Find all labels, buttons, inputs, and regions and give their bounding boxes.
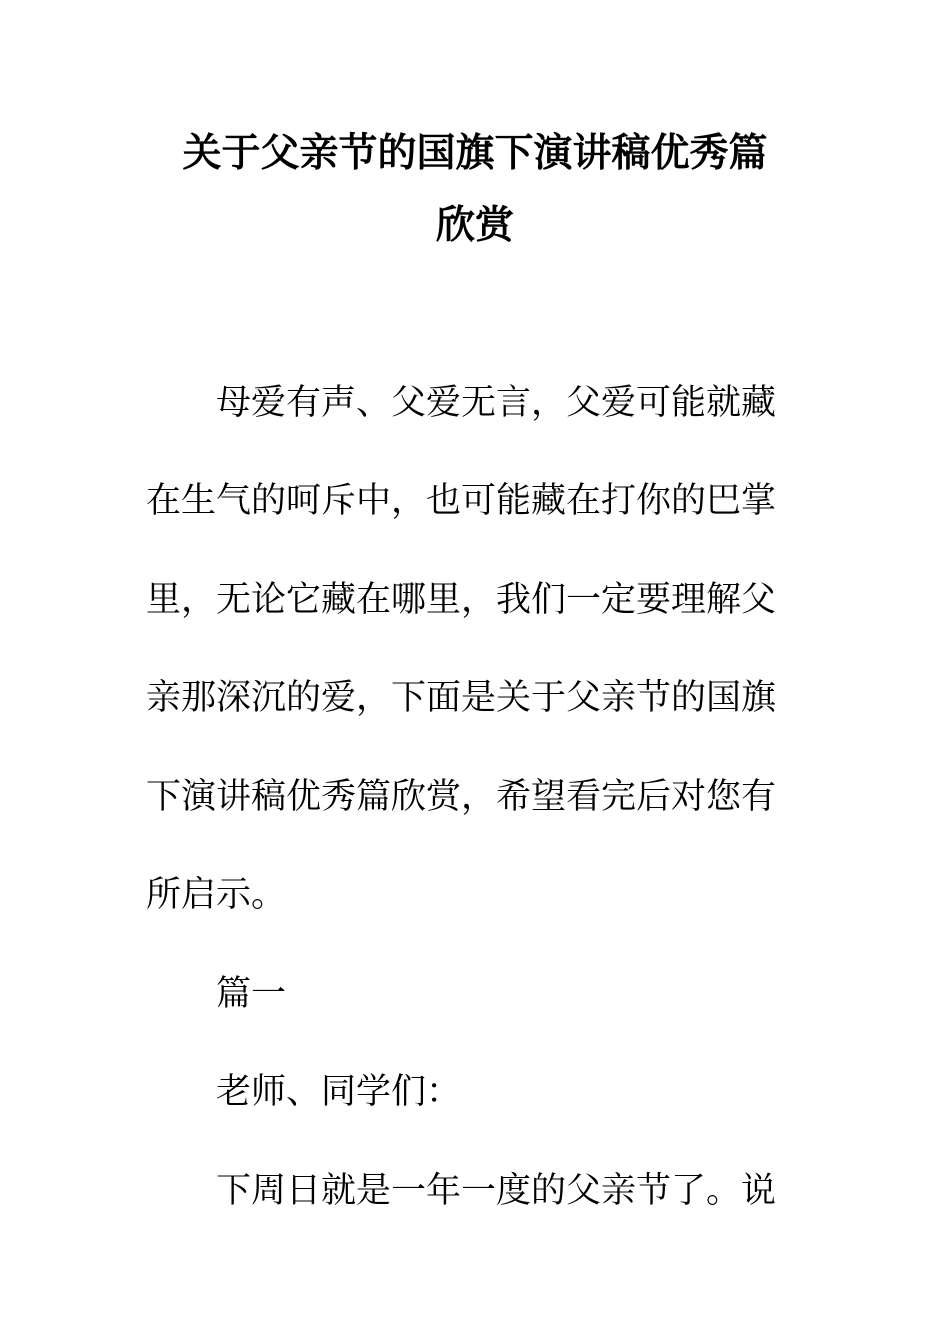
paragraph-line: 在生气的呵斥中，也可能藏在打你的巴掌 [146,481,777,521]
section-heading: 篇一 [216,974,287,1014]
paragraph-line: 下演讲稿优秀篇欣赏，希望看完后对您有 [146,777,777,817]
paragraph-line: 母爱有声、父爱无言，父爱可能就藏 [216,383,777,423]
document-title-line-2: 欣赏 [435,202,514,248]
paragraph-line: 下周日就是一年一度的父亲节了。说 [216,1171,777,1211]
document-title-line-1: 关于父亲节的国旗下演讲稿优秀篇 [182,130,768,176]
paragraph-line: 亲那深沉的爱，下面是关于父亲节的国旗 [146,678,777,718]
paragraph-line: 里，无论它藏在哪里，我们一定要理解父 [146,580,777,620]
salutation-line: 老师、同学们： [216,1072,462,1112]
paragraph-line: 所启示。 [146,875,287,915]
